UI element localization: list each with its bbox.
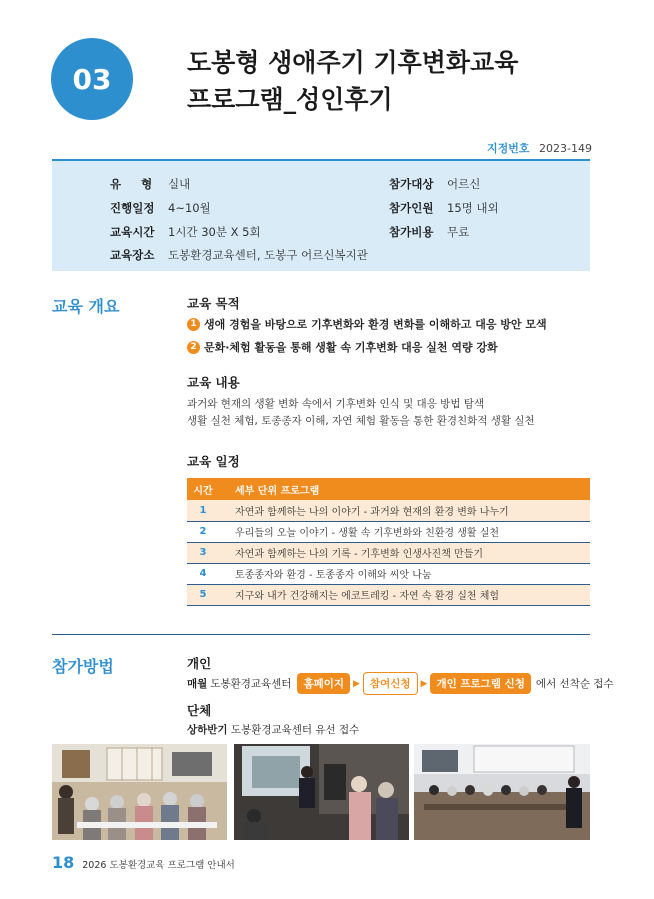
info-period-value: 4~10월: [168, 201, 211, 215]
schedule-no: 2: [187, 521, 219, 542]
group-line: [187, 722, 359, 737]
triangle-right-icon: ▶: [353, 678, 360, 689]
overview-section-title: 교육 개요: [52, 297, 120, 316]
table-row: [187, 500, 590, 521]
footer-text: 2026 도봉환경교육 프로그램 안내서: [82, 860, 235, 871]
schedule-no: 5: [187, 584, 219, 605]
individual-title: 개인: [187, 656, 212, 671]
homepage-step: 홈페이지: [297, 673, 350, 694]
schedule-header-row: [187, 478, 590, 500]
schedule-text: 토종종자와 환경 - 토종종자 이해와 씨앗 나눔: [219, 563, 590, 584]
individual-suffix: 에서 선착순 접수: [535, 678, 614, 690]
title-line-2: 프로그램_성인후기: [187, 85, 393, 114]
info-type-value: 실내: [168, 177, 191, 191]
goal-item-2: [187, 339, 498, 355]
schedule-head-time: 시간: [187, 478, 219, 500]
schedule-no: 3: [187, 542, 219, 563]
goal-number-1: 1: [187, 318, 200, 331]
schedule-no: 1: [187, 500, 219, 521]
info-place-label: 교육장소: [110, 248, 155, 262]
table-row: [187, 542, 590, 563]
individual-prefix: 도봉환경교육센터: [210, 678, 292, 690]
schedule-text: 지구와 내가 건강해지는 에코트레킹 - 자연 속 환경 실천 체험: [219, 584, 590, 605]
triangle-right-icon: ▶: [420, 678, 428, 689]
goal-number-2: 2: [187, 341, 200, 354]
info-type-label: 유 형: [110, 177, 161, 191]
group-title: 단체: [187, 703, 212, 718]
info-place: [110, 247, 368, 263]
section-divider: [52, 634, 590, 635]
individual-prefix-bold: 매월: [187, 678, 208, 690]
info-period-label: 진행일정: [110, 201, 155, 215]
group-text: 도봉환경교육센터 유선 접수: [230, 724, 360, 736]
apply-step: 참여신청: [363, 672, 418, 695]
info-time: [110, 224, 261, 240]
photo-classroom-1: [52, 744, 227, 840]
designation-code: [487, 140, 592, 156]
schedule-head-program: 세부 단위 프로그램: [219, 478, 590, 500]
info-target: [389, 176, 480, 192]
table-row: [187, 584, 590, 605]
goal-text-1: 생애 경험을 바탕으로 기후변화와 환경 변화를 이해하고 대응 방안 모색: [204, 318, 547, 331]
info-type: [110, 176, 190, 192]
photo-classroom-3: [414, 744, 590, 840]
photo-classroom-2: [234, 744, 409, 840]
page-title: [187, 44, 518, 118]
info-target-value: 어르신: [447, 177, 481, 191]
page-footer: [52, 853, 235, 872]
table-row: [187, 563, 590, 584]
designation-value: 2023-149: [539, 142, 592, 155]
apply-section-title: 참가방법: [52, 657, 114, 676]
info-people: [389, 200, 499, 216]
individual-program-step: 개인 프로그램 신청: [430, 673, 530, 694]
content-line-1: 과거와 현재의 생활 변화 속에서 기후변화 인식 및 대응 방법 탐색: [187, 398, 485, 410]
schedule-no: 4: [187, 563, 219, 584]
info-fee: [389, 224, 469, 240]
schedule-table: [187, 478, 590, 606]
program-number-badge: [51, 38, 133, 120]
designation-label: 지정번호: [487, 142, 530, 155]
schedule-text: 자연과 함께하는 나의 이야기 - 과거와 현재의 환경 변화 나누기: [219, 500, 590, 521]
info-fee-value: 무료: [447, 225, 470, 239]
group-bold: 상하반기: [187, 724, 228, 736]
table-row: [187, 521, 590, 542]
info-fee-label: 참가비용: [389, 225, 434, 239]
individual-steps: [187, 672, 614, 695]
title-line-1: 도봉형 생애주기 기후변화교육: [187, 48, 519, 77]
goal-title: 교육 목적: [187, 296, 240, 311]
info-target-label: 참가대상: [389, 177, 434, 191]
info-people-label: 참가인원: [389, 201, 434, 215]
goal-text-2: 문화·체험 활동을 통해 생활 속 기후변화 대응 실천 역량 강화: [204, 341, 498, 354]
schedule-title: 교육 일정: [187, 454, 240, 469]
content-title: 교육 내용: [187, 375, 240, 390]
schedule-text: 자연과 함께하는 나의 기록 - 기후변화 인생사진책 만들기: [219, 542, 590, 563]
schedule-text: 우리들의 오늘 이야기 - 생활 속 기후변화와 친환경 생활 실천: [219, 521, 590, 542]
info-people-value: 15명 내외: [447, 201, 499, 215]
goal-item-1: [187, 316, 547, 332]
info-place-value: 도봉환경교육센터, 도봉구 어르신복지관: [168, 248, 368, 262]
info-box: [52, 159, 590, 271]
info-time-label: 교육시간: [110, 225, 155, 239]
info-time-value: 1시간 30분 X 5회: [168, 225, 261, 239]
info-period: [110, 200, 211, 216]
content-line-2: 생활 실천 체험, 토종종자 이해, 자연 체험 활동을 통한 환경친화적 생활 실천: [187, 415, 535, 427]
page-number: 18: [52, 853, 75, 872]
program-number: 03: [72, 62, 112, 96]
